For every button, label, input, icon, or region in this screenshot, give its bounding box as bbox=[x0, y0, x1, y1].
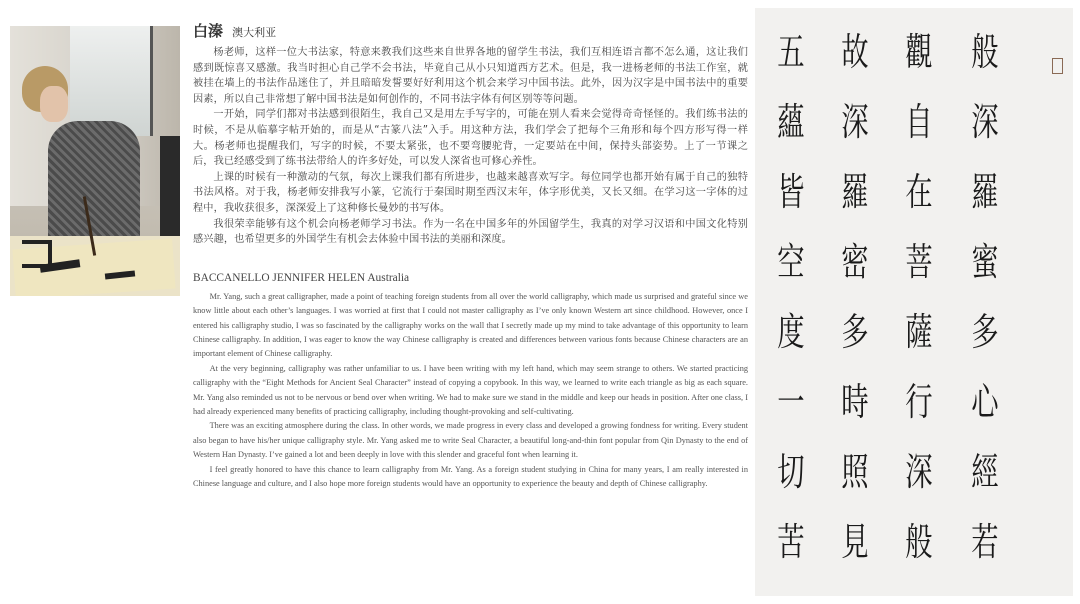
calligraphy-character: 切 bbox=[777, 450, 805, 494]
chinese-paragraph: 上课的时候有一种激动的气氛，每次上课我们都有所进步，也越来越喜欢写字。每位同学也都开始有属于自己的独特书法风格。对于我，杨老师安排我写小篆，它流行于秦国时期至西汉末年，体字形优美，又长又细。在学习这一字体的过程中，我收获很多，深深爱上了这种修长曼妙的书写体。 bbox=[193, 171, 748, 214]
calligraphy-character: 羅 bbox=[971, 170, 999, 214]
chinese-heading bbox=[193, 20, 748, 42]
calligraphy-character: 密 bbox=[841, 240, 869, 284]
calligraphy-character: 般 bbox=[971, 30, 999, 74]
calligraphy-character: 深 bbox=[841, 100, 869, 144]
photo-door bbox=[160, 136, 180, 246]
photo-window bbox=[70, 26, 153, 136]
calligraphy-character: 深 bbox=[905, 450, 933, 494]
calligraphy-character: 故 bbox=[841, 30, 869, 74]
calligraphy-character: 多 bbox=[841, 310, 869, 354]
chinese-paragraph: 杨老师，这样一位大书法家，特意来教我们这些来自世界各地的留学生书法，我们互相连语言都不怎么通，这让我们感到既惊喜又感激。我当时担心自己学不会书法，毕竟自己从小只知道西方艺术。但是，我一进杨老师的书法工作室，就被挂在墙上的书法作品迷住了，并且暗暗发誓要好好利用这个机会来学习中国书法。此外，因为汉字是中国书法中的重要因素，所以自己非常想了解中国书法是如何创作的，不同书法字体有何区别等等问题。 bbox=[193, 47, 748, 105]
calligraphy-character: 行 bbox=[905, 380, 933, 424]
calligraphy-character: 自 bbox=[905, 100, 933, 144]
calligraphy-character: 羅 bbox=[841, 170, 869, 214]
calligraphy-character: 在 bbox=[905, 170, 933, 214]
calligraphy-character: 皆 bbox=[777, 170, 805, 214]
calligraphy-character: 般 bbox=[905, 520, 933, 564]
student-photo bbox=[10, 26, 180, 296]
calligraphy-character: 蘊 bbox=[777, 100, 805, 144]
calligraphy-character: 觀 bbox=[905, 30, 933, 74]
calligraphy-character: 照 bbox=[841, 450, 869, 494]
calligraphy-character: 經 bbox=[971, 450, 999, 494]
english-paragraph: There was an exciting atmosphere during the class. In other words, we made progress in every class and developed a growing fondness for writing. Every student also began to have his/her unique calligraphy style. Mr. Yang asked me to write Seal Character, a beautiful long-and-thin font popular from Qin Dynasty to the end of Western Han Dynasty. I’ve gained a lot and been deeply in love with this slender and graceful font when learning it. bbox=[193, 421, 748, 460]
english-paragraph: I feel greatly honored to have this chance to learn calligraphy from Mr. Yang. As a foreign student studying in China for many years, I am really interested in Chinese language and culture, and I also hope more foreign students would have an opportunity to experience the beauty and depth of Chinese calligraphy. bbox=[193, 464, 748, 488]
calligraphy-character: 一 bbox=[777, 380, 805, 424]
chinese-country: 澳大利亚 bbox=[232, 26, 277, 39]
chinese-name: 白溱 bbox=[193, 22, 224, 40]
calligraphy-character: 薩 bbox=[905, 310, 933, 354]
calligraphy-character: 空 bbox=[777, 240, 805, 284]
english-paragraph: At the very beginning, calligraphy was rather unfamiliar to us. I have been writing with my left hand, which may seem strange to others. We started practicing calligraphy with the “Eight Methods for Ancient Seal Character” instead of copying a copybook. In this way, we learned to write each triangle as big as each square. Mr. Yang also reminded us not to be nervous or bend over when writing. We had to make sure we stand in the middle and keep our heads in position. After one class, I had already experienced many benefits of practicing calligraphy, including thought-provoking and self-cultivating. bbox=[193, 363, 748, 416]
calligraphy-column bbox=[763, 22, 819, 592]
chinese-paragraph: 一开始，同学们都对书法感到很陌生，我自己又是用左手写字的，可能在别人看来会觉得奇奇怪怪的。我们练书法的时候，不是从临摹字帖开始的，而是从“古篆八法”入手。用这种方法，我们学会了把每个三角形和每个四方形写得一样大。杨老师也提醒我们，写字的时候，不要太紧张，也不要弯腰驼背，一定要站在中间，保持头部姿势。上了一节课之后，我已经感受到了练书法带给人的许多好处，可以发人深省也可修心养性。 bbox=[193, 109, 748, 168]
calligraphy-character: 苦 bbox=[777, 520, 805, 564]
photo-ink-stroke bbox=[22, 240, 52, 268]
calligraphy-character: 時 bbox=[841, 380, 869, 424]
calligraphy-character: 度 bbox=[777, 310, 805, 354]
calligraphy-column bbox=[957, 22, 1013, 592]
calligraphy-character: 心 bbox=[971, 380, 999, 424]
english-heading: BACCANELLO JENNIFER HELEN Australia bbox=[193, 271, 410, 284]
calligraphy-character: 若 bbox=[971, 520, 999, 564]
calligraphy-column bbox=[827, 22, 883, 592]
calligraphy-column bbox=[891, 22, 947, 592]
seal-script-calligraphy bbox=[755, 8, 1073, 596]
photo-person-face bbox=[40, 86, 68, 122]
calligraphy-character: 菩 bbox=[905, 240, 933, 284]
calligraphy-character: 見 bbox=[841, 520, 869, 564]
testimonial-text bbox=[193, 20, 748, 491]
english-paragraph: Mr. Yang, such a great calligrapher, made a point of teaching foreign students from all over the world calligraphy, which made us surprised and grateful since we know little about each other’s languages. I was worried at first that I could not master calligraphy as I’ve only known Western art since childhood. However, once I entered his calligraphy studio, I was so fascinated by the calligraphy works on the wall that I secretly made up my mind to take advantage of this opportunity to learn Chinese calligraphy. In addition, I was eager to know the way Chinese calligraphy is created and differences between various fonts because Chinese characters are an important element of Chinese calligraphy. bbox=[193, 291, 748, 359]
calligraphy-character: 蜜 bbox=[971, 240, 999, 284]
calligraphy-character: 深 bbox=[971, 100, 999, 144]
red-seal-stamp bbox=[1052, 58, 1063, 74]
calligraphy-character: 五 bbox=[777, 30, 805, 74]
calligraphy-character: 多 bbox=[971, 310, 999, 354]
chinese-paragraph: 我很荣幸能够有这个机会向杨老师学习书法。作为一名在中国多年的外国留学生，我真的对学习汉语和中国文化特别感兴趣，也希望更多的外国学生有机会去体验中国书法的美丽和深度。 bbox=[193, 218, 748, 246]
